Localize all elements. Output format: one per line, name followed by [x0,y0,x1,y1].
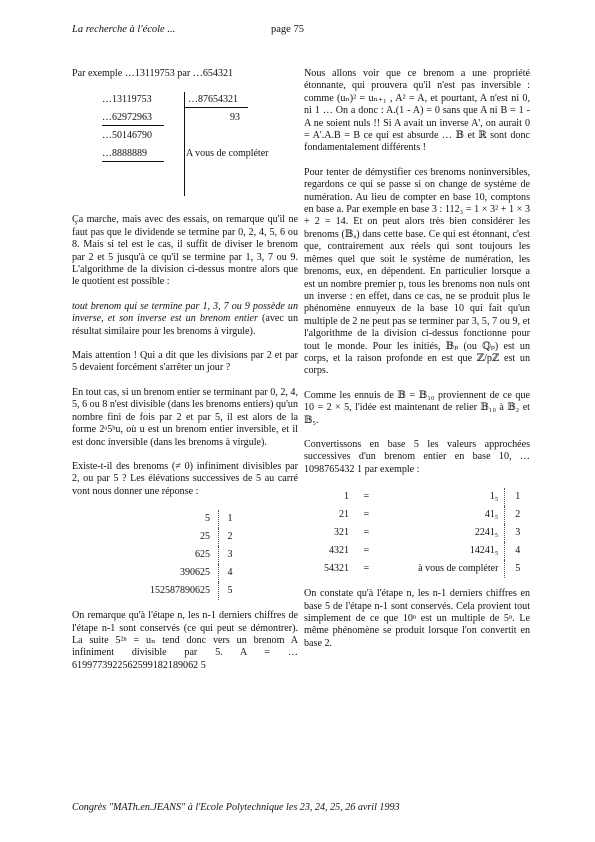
table-cell: 2241₅ [384,524,505,542]
powers-table [72,510,241,600]
subtract-rule [102,125,164,126]
table-cell: 1 [227,512,233,524]
paragraph: Ça marche, mais avec des essais, on remarque qu'il ne faut pas que le dividende se termine par 0, 2, 4, 5, 6 ou 8. Mais si tel est le cas, il suffit de diviser le brenom par 2 et 5 jusqu'à ce qu'il se termine par 1, 3, 7 ou 9. L'algorithme de la division ci-dessus montre alors que le quotient est possible : [72,214,298,288]
page-number: page 75 [271,24,304,35]
dividend-line: …13119753 [102,94,152,106]
quotient: 93 [230,112,240,124]
paragraph [72,301,298,338]
table-row [72,510,241,528]
paragraph: Convertissons en base 5 les valeurs approchées successives d'un brenom entier en base 10, …1098765432 1 par exemple : [304,438,530,475]
table-cell: à vous de compléter [384,560,505,578]
table-cell: 14241₅ [384,542,505,560]
table-cell: 4321 [328,544,349,556]
base5-table [304,488,530,578]
table-cell: 390625 [72,564,219,582]
divisor: …87654321 [188,94,238,106]
table-row [304,488,530,506]
table-cell: 321 [333,526,349,538]
table-cell: 4 [227,566,233,578]
table-row [72,582,241,600]
table-row [304,560,530,578]
paragraph: Pour tenter de démystifier ces brenoms noninversibles, regardons ce qui se passe si on change de système de numération. Au lieu de compter en base 10, comptons en base a. Par exemple en base 3 : 112₃ = 1 × 3² + 1 × 3 + 2 = 14. Et on peut alors très bien considérer les brenoms (𝔹ₐ) dans cette base. Ce qui est étonnant, c'est que, contrairement aux réels qui sont toujours les mêmes quel que soit le système de numération, les brenoms, eux, en dépendent. En particulier lorsque a est un nombre premier p, tous les brenoms non nuls ont un inverse : en effet, dans ce cas, ne se produit plus le phénomène ennuyeux de la base 10 qui fait qu'un multiple de 2 ne peut pas se terminer par 3, 5, 7 ou 9, et l'algorithme de la division ci-dessus fonctionne pour tout le monde. Pour les initiés, 𝔹ₚ (ou ℚₚ) est un corps, et la raison profonde en est que ℤ/pℤ est un corps. [304,166,530,377]
dividend-line: …62972963 [102,112,152,124]
left-column [72,68,298,684]
page-footer: Congrès "MATh.en.JEANS" à l'Ecole Polytechnique les 23, 24, 25, 26 avril 1993 [72,802,400,813]
table-cell: 1 [515,490,521,502]
table-cell: 25 [72,528,219,546]
table-cell: 5 [227,584,233,596]
subtract-rule [102,161,164,162]
dividend-line: …8888889 [102,148,147,160]
table-cell: 5 [72,510,219,528]
paragraph: Existe-t-il des brenoms (≠ 0) infiniment divisibles par 2, ou par 5 ? Les élévations successives de 5 au carré vont nous donner une réponse : [72,460,298,497]
table-cell: 152587890625 [72,582,219,600]
paragraph: On constate qu'à l'étape n, les n-1 derniers chiffres en base 5 de l'étape n-1 sont conservés. Cela provient tout simplement de ce que 10ⁿ est un multiple de 5ⁿ. Le même phénomène se produit lorsque l'on convertit en base 2. [304,588,530,649]
table-cell: 1₅ [384,488,505,506]
table-row [304,524,530,542]
table-cell: = [363,562,370,574]
paragraph: On remarque qu'à l'étape n, les n-1 derniers chiffres de l'étape n-1 sont conservés (ce qui peut se démontrer). La suite 5²ⁿ = uₙ tend donc vers un brenom A infiniment divisible par 5. A = …6199773922562599182189062 5 [72,610,298,671]
table-row [304,506,530,524]
division-diagram [72,92,298,200]
table-cell: = [363,490,370,502]
paragraph: En tout cas, si un brenom entier se terminant par 0, 2, 4, 5, 6 ou 8 n'est divisible (dans les brenoms entiers) qu'un nombre fini de fois par 2 et par 5, il est alors de la forme 2ᵃ5ᵇu, où u est un brenom entier inversible, et il est donc inversible (dans les brenoms à virgule). [72,386,298,448]
table-cell: 2 [227,530,233,542]
table-cell: 4 [515,544,521,556]
table-row [72,546,241,564]
running-header: La recherche à l'école ... [72,24,176,35]
paragraph: Comme les ennuis de 𝔹 = 𝔹₁₀ proviennent de ce que 10 = 2 × 5, l'idée est maintenant de relier 𝔹₁₀ à 𝔹₂ et 𝔹₅. [304,389,530,426]
theorem-remark: (avec un résultat similaire pour les brenoms à virgule). [72,313,298,337]
table-row [72,564,241,582]
paragraph: Mais attention ! Qui a dit que les divisions par 2 et par 5 devaient forcément s'arrêter un jour ? [72,350,298,374]
paragraph: Par exemple …13119753 par …654321 [72,68,234,79]
table-cell: 1 [343,490,349,502]
table-cell: = [363,544,370,556]
table-row [72,528,241,546]
table-cell: 2 [515,508,521,520]
table-cell: = [363,508,370,520]
theorem-statement: tout brenom qui se termine par 1, 3, 7 ou 9 possède un inverse, et son inverse est un brenom entier [72,300,298,325]
divisor-rule [184,107,248,108]
table-cell: 54321 [323,562,349,574]
completion-note: A vous de compléter [186,148,269,160]
dividend-line: …50146790 [102,130,152,142]
table-cell: 21 [338,508,349,520]
table-cell: 5 [515,562,521,574]
table-cell: 625 [72,546,219,564]
table-cell: 41₅ [384,506,505,524]
table-row [304,542,530,560]
table-cell: 3 [515,526,521,538]
table-cell: = [363,526,370,538]
right-column [304,68,530,662]
table-cell: 3 [227,548,233,560]
paragraph: Nous allons voir que ce brenom a une propriété étonnante, qui prouvera qu'il n'est pas inversible : comme (uₙ)² = uₙ₊₁ , A² = A, et pourtant, A n'est ni 0, ni 1 … On a donc : A.(1 - A) = 0 sans que A ni B = 1 - A ne soient nuls !! Si A avait un inverse A', on aurait 0 = A'.A.B = B ce qui est absurde … 𝔹 et ℝ sont donc fondamentalement différents ! [304,68,530,154]
